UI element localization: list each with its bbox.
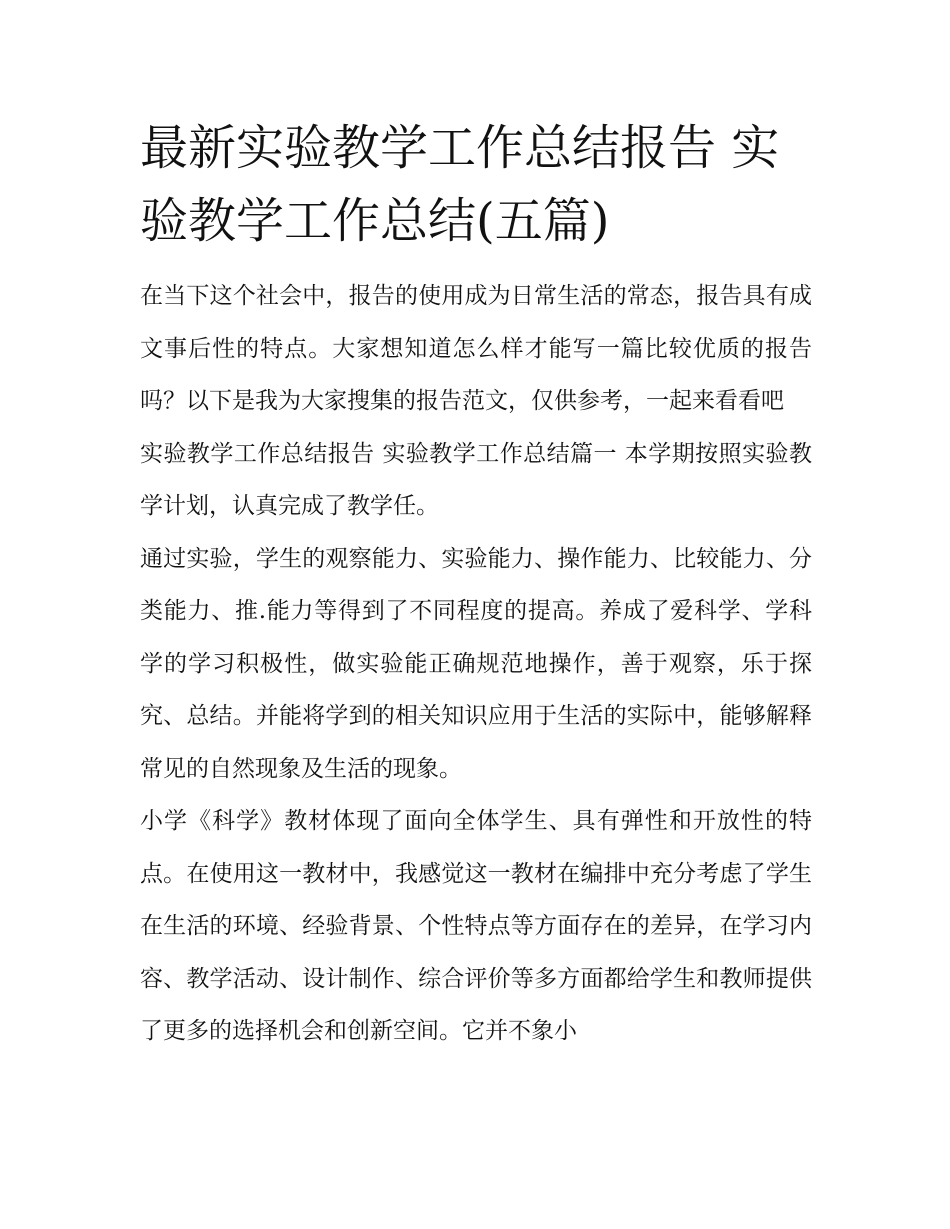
paragraph-science-textbook: 小学《科学》教材体现了面向全体学生、具有弹性和开放性的特点。在使用这一教材中，我感觉这一教材在编排中充分考虑了学生在生活的环境、经验背景、个性特点等方面存在的差异，在学习内容、教学活动、设计制作、综合评价等多方面都给学生和教师提供了更多的选择机会和创新空间。它并不象小 [140,808,812,1044]
document-title: 最新实验教学工作总结报告 实验教学工作总结(五篇) [140,120,780,249]
paragraph-experiment-abilities: 通过实验，学生的观察能力、实验能力、操作能力、比较能力、分类能力、推.能力等得到了不同程度的提高。养成了爱科学、学科学的学习积极性，做实验能正确规范地操作，善于观察，乐于探究、总结。并能将学到的相关知识应用于生活的实际中，能够解释常见的自然现象及生活的现象。 [140,545,812,782]
paragraph-intro: 在当下这个社会中，报告的使用成为日常生活的常态，报告具有成文事后性的特点。大家想知道怎么样才能写一篇比较优质的报告吗？以下是我为大家搜集的报告范文，仅供参考，一起来看看吧 [140,283,812,414]
paragraph-section-one-heading: 实验教学工作总结报告 实验教学工作总结篇一 本学期按照实验教学计划，认真完成了教学任。 [140,440,812,519]
document-body [140,112,812,1058]
